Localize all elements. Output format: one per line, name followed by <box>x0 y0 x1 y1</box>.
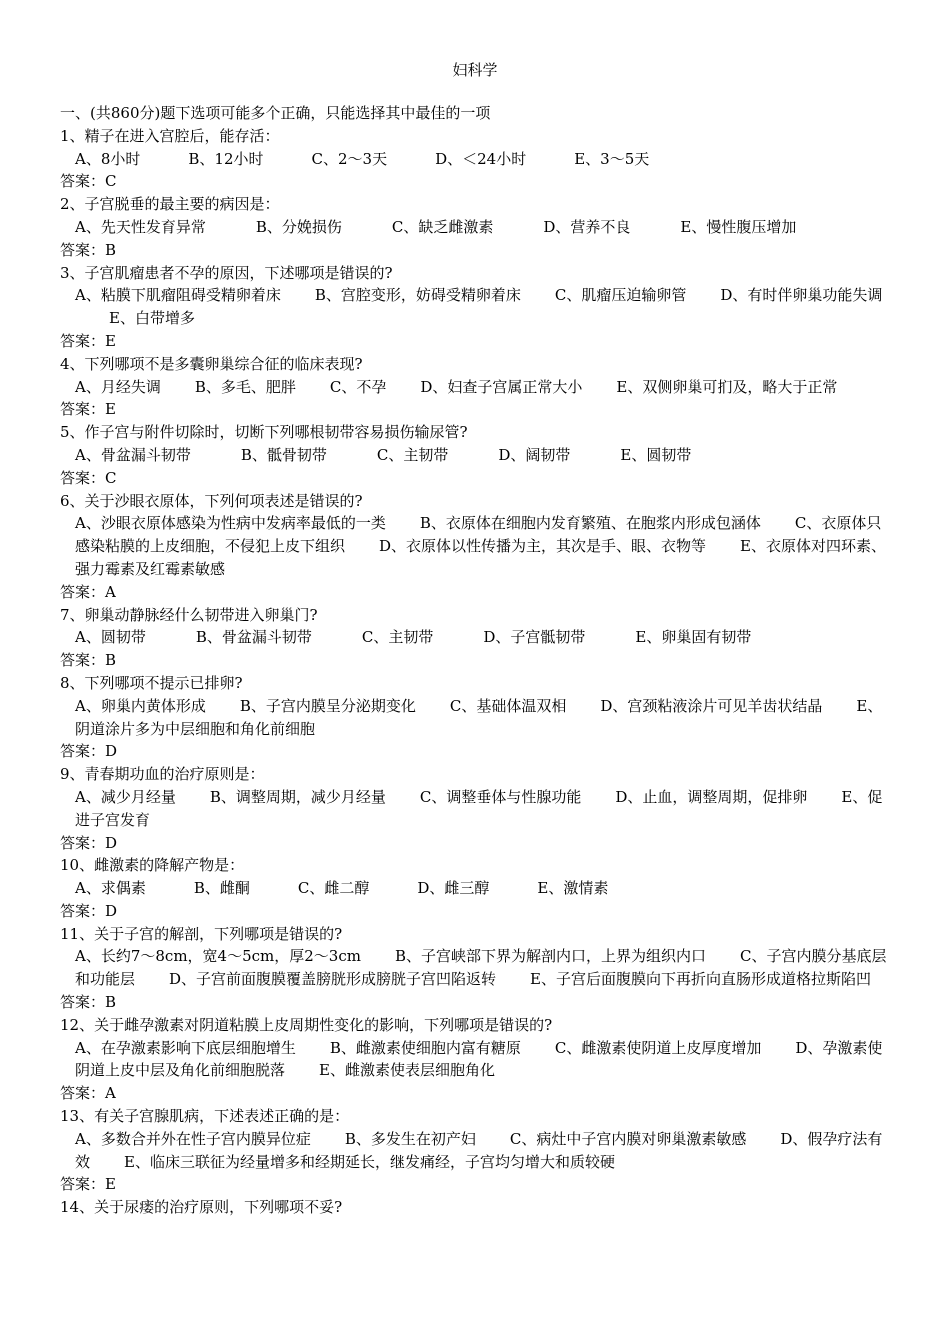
option-9c: C、调整垂体与性腺功能 <box>419 787 582 806</box>
answer-label: 答案： <box>60 901 106 920</box>
option-8e: E、阴道涂片多为中层细胞和角化前细胞 <box>75 696 883 738</box>
option-13e: E、临床三联征为经量增多和经期延长，继发痛经，子宫均匀增大和质较硬 <box>124 1152 615 1171</box>
option-3b: B、宫腔变形，妨碍受精卵着床 <box>314 286 521 305</box>
option-7c: C、主韧带 <box>361 628 434 647</box>
option-6c: C、衣原体只感染粘膜的上皮细胞，不侵犯上皮下组织 <box>75 514 882 556</box>
option-1d: D、＜24小时 <box>435 149 527 168</box>
question-8: 8、下列哪项不提示已排卵? <box>60 673 243 692</box>
answer-label: 答案： <box>60 582 106 601</box>
answer-13 <box>60 1173 895 1196</box>
options-11 <box>60 945 895 991</box>
answer-6 <box>60 581 895 604</box>
option-4e: E、双侧卵巢可扪及，略大于正常 <box>616 377 838 396</box>
answer-label: 答案： <box>60 651 106 670</box>
question-14: 14、关于尿瘘的治疗原则，下列哪项不妥? <box>60 1198 343 1217</box>
option-13b: B、多发生在初产妇 <box>344 1129 476 1148</box>
option-12e: E、雌激素使表层细胞角化 <box>319 1061 495 1080</box>
question-9: 9、青春期功血的治疗原则是： <box>60 765 265 784</box>
answer-label: 答案： <box>60 1175 106 1194</box>
options-10 <box>60 877 895 900</box>
answer-value: B <box>105 993 117 1012</box>
answer-12 <box>60 1082 895 1105</box>
answer-value: A <box>105 1084 116 1103</box>
answer-7 <box>60 649 895 672</box>
option-7d: D、子宫骶韧带 <box>483 628 586 647</box>
answer-11 <box>60 991 895 1014</box>
question-4: 4、下列哪项不是多囊卵巢综合征的临床表现? <box>60 354 363 373</box>
options-2 <box>60 216 895 239</box>
option-6b: B、衣原体在细胞内发育繁殖、在胞浆内形成包涵体 <box>419 514 761 533</box>
option-12c: C、雌激素使阴道上皮厚度增加 <box>554 1038 762 1057</box>
option-11d: D、子宫前面腹膜覆盖膀胱形成膀胱子宫凹陷返转 <box>169 970 497 989</box>
answer-value: D <box>105 901 118 920</box>
answer-value: C <box>105 172 117 191</box>
option-10b: B、雌酮 <box>193 879 250 898</box>
answer-value: E <box>105 331 116 350</box>
option-6d: D、衣原体以性传播为主，其次是手、眼、衣物等 <box>379 537 707 556</box>
option-5b: B、骶骨韧带 <box>240 445 327 464</box>
option-2a: A、先天性发育异常 <box>75 217 206 236</box>
question-11: 11、关于子宫的解剖，下列哪项是错误的? <box>60 924 343 943</box>
option-5a: A、骨盆漏斗韧带 <box>75 445 191 464</box>
answer-value: E <box>105 400 116 419</box>
option-4a: A、月经失调 <box>75 377 161 396</box>
option-11e: E、子宫后面腹膜向下再折向直肠形成道格拉斯陷凹 <box>530 970 871 989</box>
answer-10 <box>60 900 895 923</box>
question-5: 5、作子宫与附件切除时，切断下列哪根韧带容易损伤输尿管? <box>60 423 468 442</box>
answer-label: 答案： <box>60 833 106 852</box>
question-1: 1、精子在进入宫腔后，能存活： <box>60 126 280 145</box>
option-6e: E、衣原体对四环素、强力霉素及红霉素敏感 <box>75 537 886 578</box>
answer-label: 答案： <box>60 742 106 761</box>
option-13c: C、病灶中子宫内膜对卵巢激素敏感 <box>509 1129 747 1148</box>
options-6 <box>60 512 895 580</box>
options-7 <box>60 626 895 649</box>
document-title: 妇科学 <box>452 61 498 79</box>
question-2: 2、子宫脱垂的最主要的病因是： <box>60 195 280 214</box>
options-9 <box>60 786 895 832</box>
options-4 <box>60 376 895 399</box>
option-2e: E、慢性腹压增加 <box>680 217 797 236</box>
options-3 <box>60 284 895 330</box>
option-2c: C、缺乏雌激素 <box>391 217 494 236</box>
option-1e: E、3～5天 <box>574 149 650 168</box>
options-1 <box>60 148 895 171</box>
document-body <box>60 102 895 1219</box>
answer-label: 答案： <box>60 1084 106 1103</box>
section-heading: 一、(共860分)题下选项可能多个正确，只能选择其中最佳的一项 <box>60 104 491 122</box>
answer-4 <box>60 398 895 421</box>
question-10: 10、雌激素的降解产物是： <box>60 856 245 875</box>
option-10a: A、求偶素 <box>75 879 146 898</box>
options-13 <box>60 1128 895 1174</box>
option-4b: B、多毛、肥胖 <box>194 377 296 396</box>
answer-label: 答案： <box>60 172 106 191</box>
answer-3 <box>60 330 895 353</box>
option-13d: D、假孕疗法有效 <box>75 1129 883 1171</box>
option-10e: E、激情素 <box>537 879 609 898</box>
answer-label: 答案： <box>60 240 106 259</box>
option-10c: C、雌二醇 <box>297 879 370 898</box>
option-4d: D、妇查子宫属正常大小 <box>420 377 583 396</box>
question-12: 12、关于雌孕激素对阴道粘膜上皮周期性变化的影响，下列哪项是错误的? <box>60 1015 553 1034</box>
answer-value: D <box>105 742 118 761</box>
option-9e: E、促进子宫发育 <box>75 787 883 829</box>
answer-5 <box>60 467 895 490</box>
option-11a: A、长约7～8cm，宽4～5cm，厚2～3cm <box>75 947 361 966</box>
options-5 <box>60 444 895 467</box>
option-5c: C、主韧带 <box>376 445 449 464</box>
option-11c: C、子宫内膜分基底层和功能层 <box>75 947 887 989</box>
options-8 <box>60 695 895 741</box>
option-1a: A、8小时 <box>75 149 141 168</box>
answer-value: B <box>105 240 117 259</box>
option-3e: E、白带增多 <box>109 309 195 328</box>
answer-9 <box>60 832 895 855</box>
option-7a: A、圆韧带 <box>75 628 146 647</box>
answer-value: A <box>105 582 116 601</box>
answer-label: 答案： <box>60 993 106 1012</box>
option-12d: D、孕激素使阴道上皮中层及角化前细胞脱落 <box>75 1038 883 1080</box>
option-8d: D、宫颈粘液涂片可见羊齿状结晶 <box>600 696 823 715</box>
option-8b: B、子宫内膜呈分泌期变化 <box>239 696 416 715</box>
option-13a: A、多数合并外在性子宫内膜异位症 <box>75 1129 311 1148</box>
answer-1 <box>60 170 895 193</box>
option-7b: B、骨盆漏斗韧带 <box>195 628 312 647</box>
answer-8 <box>60 740 895 763</box>
option-9a: A、减少月经量 <box>75 787 176 806</box>
option-9b: B、调整周期，减少月经量 <box>209 787 386 806</box>
option-2d: D、营养不良 <box>543 217 631 236</box>
option-12b: B、雌激素使细胞内富有糖原 <box>329 1038 521 1057</box>
option-8a: A、卵巢内黄体形成 <box>75 696 206 715</box>
option-1c: C、2～3天 <box>311 149 388 168</box>
answer-label: 答案： <box>60 468 106 487</box>
option-10d: D、雌三醇 <box>417 879 490 898</box>
question-3: 3、子宫肌瘤患者不孕的原因，下述哪项是错误的? <box>60 263 393 282</box>
answer-2 <box>60 239 895 262</box>
answer-value: B <box>105 651 117 670</box>
option-4c: C、不孕 <box>329 377 387 396</box>
option-11b: B、子宫峡部下界为解剖内口，上界为组织内口 <box>394 947 706 966</box>
question-7: 7、卵巢动静脉经什么韧带进入卵巢门? <box>60 605 318 624</box>
question-6: 6、关于沙眼衣原体，下列何项表述是错误的? <box>60 491 363 510</box>
option-2b: B、分娩损伤 <box>255 217 342 236</box>
option-6a: A、沙眼衣原体感染为性病中发病率最低的一类 <box>75 514 386 533</box>
option-12a: A、在孕激素影响下底层细胞增生 <box>75 1038 296 1057</box>
option-1b: B、12小时 <box>188 149 264 168</box>
answer-value: E <box>105 1175 116 1194</box>
option-3d: D、有时伴卵巢功能失调 <box>720 286 883 305</box>
answer-label: 答案： <box>60 331 106 350</box>
options-12 <box>60 1037 895 1083</box>
option-8c: C、基础体温双相 <box>449 696 567 715</box>
option-5e: E、圆韧带 <box>620 445 692 464</box>
option-3c: C、肌瘤压迫输卵管 <box>554 286 687 305</box>
answer-label: 答案： <box>60 400 106 419</box>
question-13: 13、有关子宫腺肌病，下述表述正确的是： <box>60 1107 350 1126</box>
option-7e: E、卵巢固有韧带 <box>635 628 752 647</box>
option-9d: D、止血，调整周期，促排卵 <box>615 787 808 806</box>
answer-value: C <box>105 468 117 487</box>
answer-value: D <box>105 833 118 852</box>
option-5d: D、阔韧带 <box>498 445 571 464</box>
option-3a: A、粘膜下肌瘤阻碍受精卵着床 <box>75 286 281 305</box>
